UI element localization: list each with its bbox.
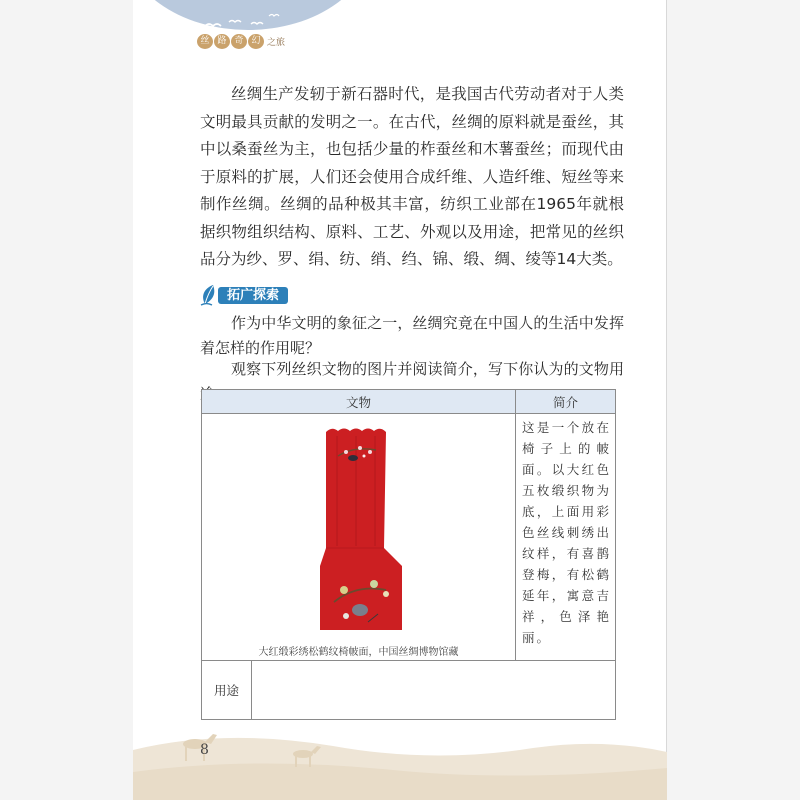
logo-char: 路 [214, 34, 230, 49]
intro-paragraph: 丝绸生产发轫于新石器时代，是我国古代劳动者对于人类文明最具贡献的发明之一。在古代，丝绸的原料就是蚕丝，其中以桑蚕丝为主，也包括少量的柞蚕丝和木薯蚕丝；而现代由于原料的扩展，人们还会使用合成纤维、人造纤维、短丝等来制作丝绸。丝绸的品种极其丰富，纺织工业部在1965年就根据织物组织结构、原料、工艺、外观以及用途，把常见的丝织品分为纱、罗、绢、纺、绡、绉、锦、缎、绸、绫等14大类。 [200, 85, 624, 268]
section-paragraph-2: 观察下列丝织文物的图片并阅读简介，写下你认为的文物用 [231, 360, 624, 378]
artifact-caption: 大红缎彩绣松鹤纹椅帔面，中国丝绸博物馆藏 [258, 647, 459, 658]
logo-char: 幻 [248, 34, 264, 49]
page-number: 8 [200, 742, 209, 758]
section-paragraph-1: 作为中华文明的象征之一，丝绸究竟在中国人的生活中发挥着怎样的作用呢？ [200, 314, 624, 357]
table-header-artifact: 文物 [202, 390, 516, 414]
section-heading [199, 283, 319, 307]
logo-suffix: 之旅 [267, 38, 286, 48]
usage-label: 用途 [202, 661, 252, 720]
artifact-table [201, 389, 616, 720]
page-edge [666, 0, 667, 800]
desert-dunes-illustration [133, 720, 667, 800]
usage-answer-field[interactable] [252, 661, 616, 720]
artifact-description: 这是一个放在椅子上的帔面。以大红色五枚缎织物为底，上面用彩色丝线刺绣出纹样，有喜鹊登梅，有松鹤延年，寓意吉祥，色泽艳丽。 [516, 414, 616, 661]
section-title: 拓广探索 [218, 287, 288, 304]
logo-char: 奇 [231, 34, 247, 49]
artifact-image-cell [202, 414, 516, 661]
chair-cushion-image [316, 426, 406, 636]
logo-char: 丝 [197, 34, 213, 49]
series-logo [197, 34, 285, 49]
book-page [133, 0, 667, 800]
table-header-intro: 简介 [516, 390, 616, 414]
